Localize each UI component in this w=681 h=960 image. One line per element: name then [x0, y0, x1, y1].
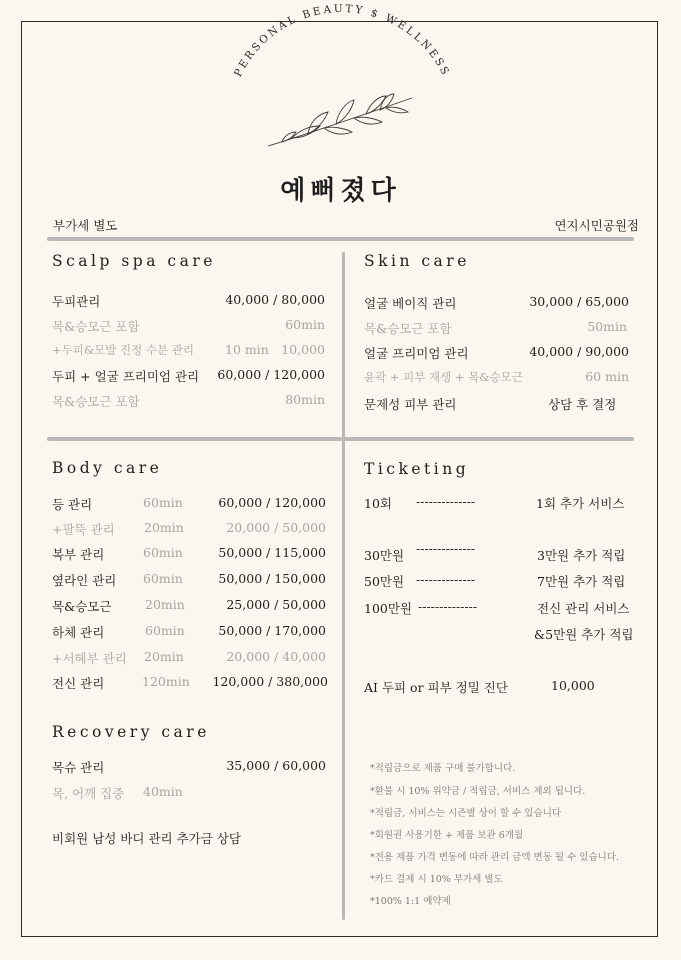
- body-r3-name: 복부 관리: [52, 547, 105, 562]
- skin-r4-time: 60 min: [585, 369, 629, 384]
- middle-divider: [47, 437, 634, 441]
- recovery-note: 비회원 남성 바디 관리 추가금 상담: [52, 831, 241, 846]
- body-r1-time: 60min: [143, 495, 183, 510]
- ticket-r1-name: 10회: [364, 496, 392, 511]
- body-r4-price: 50,000 / 150,000: [218, 571, 326, 586]
- skin-title: Skin care: [364, 252, 470, 270]
- ticket-r3-benefit: 7만원 추가 적립: [537, 574, 626, 589]
- skin-r2-time: 50min: [587, 319, 627, 334]
- skin-r5-price: 상담 후 결정: [548, 397, 617, 412]
- ticket-r3-name: 50만원: [364, 574, 405, 589]
- skin-r3-price: 40,000 / 90,000: [529, 344, 629, 359]
- ticket-r4-name: 100만원: [364, 601, 413, 616]
- skin-r2-name: 목&승모근 포함: [364, 321, 452, 336]
- body-title: Body care: [52, 459, 163, 477]
- body-r4-time: 60min: [143, 571, 183, 586]
- scalp-r3-price: 10,000: [281, 342, 325, 357]
- top-divider: [47, 237, 634, 241]
- ticket-r2-name: 30만원: [364, 548, 405, 563]
- scalp-r2-name: 목&승모근 포함: [52, 319, 140, 334]
- recovery-r2-name: 목, 어깨 집중: [52, 786, 125, 801]
- policy-note: *전용 제품 가격 변동에 따라 관리 금액 변동 될 수 있습니다.: [370, 852, 620, 863]
- scalp-r1-name: 두피관리: [52, 294, 101, 309]
- scalp-r5-time: 80min: [285, 392, 325, 407]
- body-r2-time: 20min: [144, 520, 184, 535]
- ticket-r3-dashes: --------------: [416, 572, 476, 587]
- policy-note: *카드 결제 시 10% 부가세 별도: [370, 874, 503, 885]
- branch-name: 연지시민공원점: [554, 218, 639, 233]
- body-r1-price: 60,000 / 120,000: [218, 495, 326, 510]
- body-r8-time: 120min: [142, 674, 190, 689]
- ticket-title: Ticketing: [364, 460, 470, 478]
- body-r6-price: 50,000 / 170,000: [218, 623, 326, 638]
- skin-r5-name: 문제성 피부 관리: [364, 397, 457, 412]
- body-r1-name: 등 관리: [52, 497, 93, 512]
- skin-r1-name: 얼굴 베이직 관리: [364, 296, 457, 311]
- ai-diagnosis-name: AI 두피 or 피부 정밀 진단: [364, 680, 508, 695]
- scalp-r1-price: 40,000 / 80,000: [225, 292, 325, 307]
- leaf-branch-icon: [262, 92, 422, 154]
- skin-r1-price: 30,000 / 65,000: [529, 294, 629, 309]
- skin-r4-name: 윤곽 + 피부 재생 + 목&승모근: [364, 370, 523, 384]
- scalp-title: Scalp spa care: [52, 252, 216, 270]
- ticket-r1-dashes: --------------: [416, 494, 476, 509]
- recovery-r2-time: 40min: [143, 784, 183, 799]
- ai-diagnosis-price: 10,000: [551, 678, 595, 693]
- body-r7-name: +서혜부 관리: [52, 651, 127, 666]
- scalp-r4-price: 60,000 / 120,000: [217, 367, 325, 382]
- ticket-r2-benefit: 3만원 추가 적립: [537, 548, 626, 563]
- policy-note: *100% 1:1 예약제: [370, 896, 451, 907]
- ticket-r4-benefit2: &5만원 추가 적립: [534, 627, 634, 642]
- body-r5-time: 20min: [145, 597, 185, 612]
- scalp-r2-time: 60min: [285, 317, 325, 332]
- scalp-r4-name: 두피 + 얼굴 프리미엄 관리: [52, 369, 200, 384]
- svg-text:PERSONAL BEAUTY $ WELLNESS: [232, 3, 452, 79]
- policy-note: *적립금으로 제품 구매 불가합니다.: [370, 763, 516, 774]
- recovery-r1-name: 목슈 관리: [52, 760, 105, 775]
- body-r3-price: 50,000 / 115,000: [218, 545, 326, 560]
- recovery-title: Recovery care: [52, 723, 210, 741]
- ticket-r1-benefit: 1회 추가 서비스: [536, 496, 625, 511]
- body-r7-price: 20,000 / 40,000: [226, 649, 326, 664]
- body-r4-name: 옆라인 관리: [52, 573, 117, 588]
- ticket-r4-benefit: 전신 관리 서비스: [537, 601, 630, 616]
- scalp-r3-name: +두피&모발 진정 수분 관리: [52, 343, 194, 357]
- recovery-r1-price: 35,000 / 60,000: [226, 758, 326, 773]
- shop-name: 예뻐졌다: [280, 176, 401, 206]
- body-r6-time: 60min: [145, 623, 185, 638]
- ticket-r2-dashes: --------------: [416, 541, 476, 556]
- body-r2-name: +팔뚝 관리: [52, 522, 115, 537]
- body-r3-time: 60min: [143, 545, 183, 560]
- body-r5-price: 25,000 / 50,000: [226, 597, 326, 612]
- vat-note: 부가세 별도: [53, 218, 118, 233]
- brand-tagline: PERSONAL BEAUTY $ WELLNESS: [231, 2, 453, 79]
- body-r6-name: 하체 관리: [52, 625, 105, 640]
- policy-note: *적립금, 서비스는 시즌별 상이 할 수 있습니다: [370, 808, 562, 819]
- vertical-divider: [342, 252, 345, 920]
- policy-note: *회원권 사용기한 + 제품 보관 6개월: [370, 830, 524, 841]
- body-r5-name: 목&승모근: [52, 599, 112, 614]
- body-r2-price: 20,000 / 50,000: [226, 520, 326, 535]
- body-r8-price: 120,000 / 380,000: [212, 674, 328, 689]
- scalp-r5-name: 목&승모근 포함: [52, 394, 140, 409]
- scalp-r3-time: 10 min: [225, 342, 269, 357]
- skin-r3-name: 얼굴 프리미엄 관리: [364, 346, 469, 361]
- ticket-r4-dashes: --------------: [418, 599, 478, 614]
- policy-note: *환불 시 10% 위약금 / 적립금, 서비스 제외 됩니다.: [370, 786, 586, 797]
- body-r8-name: 전신 관리: [52, 676, 105, 691]
- body-r7-time: 20min: [144, 649, 184, 664]
